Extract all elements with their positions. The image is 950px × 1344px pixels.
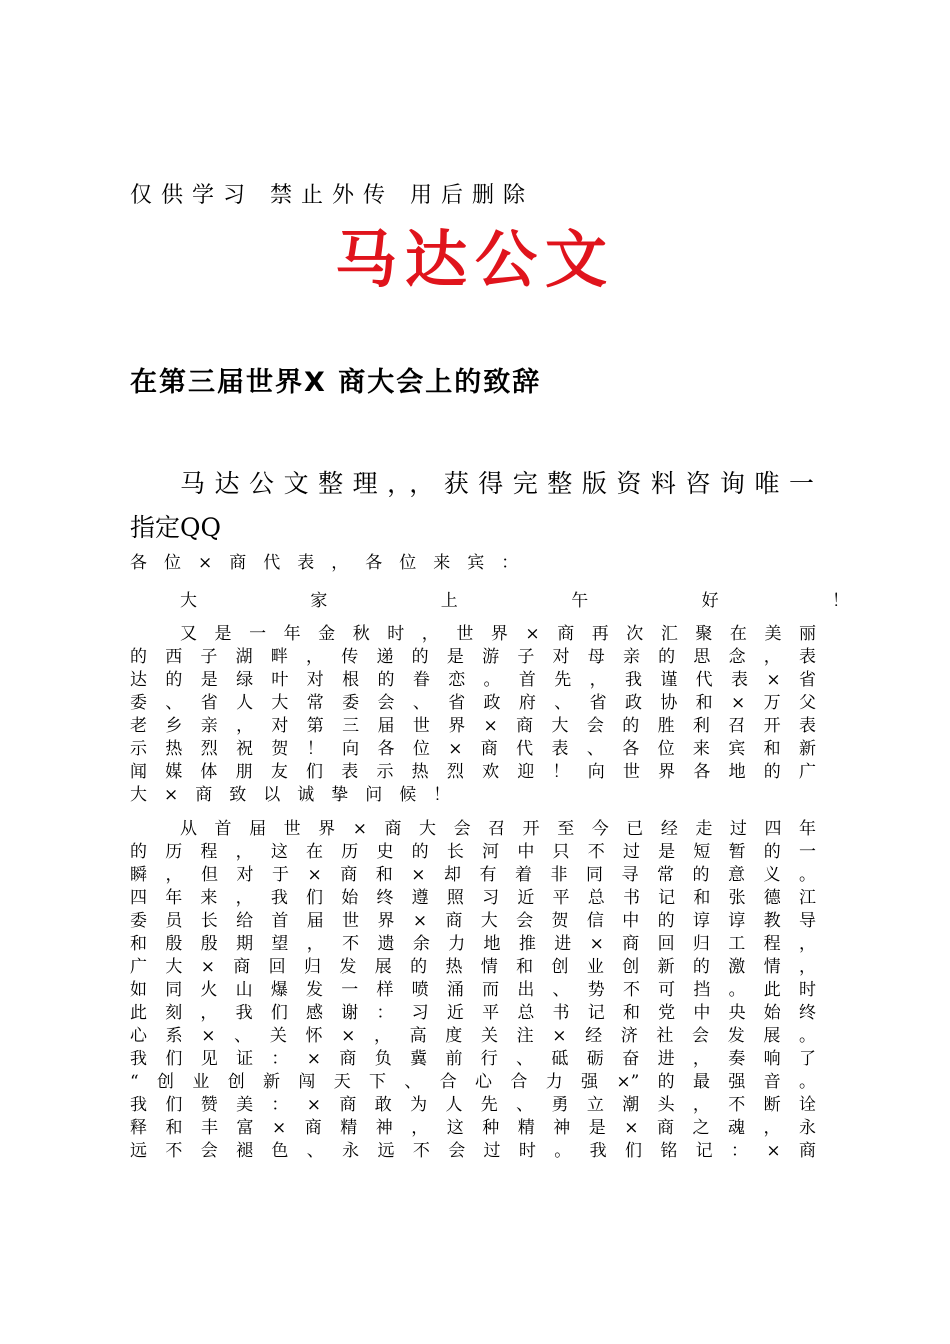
salutation: 各位×商代表，各位来宾： bbox=[130, 553, 536, 573]
paragraph-line: 委员长给首届世界×商大会贺信中的谆谆教导 bbox=[130, 911, 816, 931]
paragraph-line: 达的是绿叶对根的眷恋。首先，我谨代表×省 bbox=[130, 670, 816, 690]
paragraph-line: “创业创新闯天下、合心合力强×”的最强音。 bbox=[130, 1072, 816, 1092]
paragraph-line: 瞬，但对于×商和×却有着非同寻常的意义。 bbox=[130, 865, 816, 885]
brand-title: 马达公文 bbox=[334, 223, 615, 296]
usage-notice: 仅供学习 禁止外传 用后删除 bbox=[130, 183, 534, 208]
paragraph-line: 心系×、关怀×，高度关注×经济社会发展。 bbox=[130, 1026, 816, 1046]
paragraph-line: 此刻，我们感谢：习近平总书记和党中央始终 bbox=[130, 1003, 816, 1023]
paragraph-line: 的西子湖畔，传递的是游子对母亲的思念，表 bbox=[130, 647, 816, 667]
paragraph-line: 的历程，这在历史的长河中只不过是短暂的一 bbox=[130, 842, 816, 862]
paragraph-line: 和殷殷期望，不遗余力地推进×商回归工程， bbox=[130, 934, 816, 954]
paragraph-line: 如同火山爆发一样喷涌而出、势不可挡。此时 bbox=[130, 980, 816, 1000]
paragraph-line: 我们见证：×商负冀前行、砥砺奋进，奏响了 bbox=[130, 1049, 816, 1069]
paragraph-line: 老乡亲，对第三届世界×商大会的胜利召开表 bbox=[130, 716, 816, 736]
paragraph-line: 闻媒体朋友们表示热烈欢迎！向世界各地的广 bbox=[130, 762, 816, 782]
intro-line: 指定QQ bbox=[130, 513, 221, 542]
paragraph-line: 四年来，我们始终遵照习近平总书记和张德江 bbox=[130, 888, 816, 908]
paragraph-line: 广大×商回归发展的热情和创业创新的激情， bbox=[130, 957, 816, 977]
paragraph-line: 大×商致以诚挚问候！ bbox=[130, 785, 468, 805]
paragraph-line: 委、省人大常委会、省政府、省政协和×万父 bbox=[130, 693, 816, 713]
paragraph-line: 释和丰富×商精神，这种精神是×商之魂，永 bbox=[130, 1118, 816, 1138]
paragraph-line: 又是一年金秋时，世界×商再次汇聚在美丽 bbox=[180, 624, 816, 644]
document-title: 在第三届世界X 商大会上的致辞 bbox=[130, 367, 542, 398]
intro-line: 马达公文整理，，获得完整版资料咨询唯一 bbox=[180, 469, 820, 498]
paragraph-2 bbox=[130, 818, 816, 1163]
paragraph-line: 远不会褪色、永远不会过时。我们铭记：×商 bbox=[130, 1141, 816, 1161]
paragraph-line: 从首届世界×商大会召开至今已经走过四年 bbox=[180, 819, 816, 839]
paragraph-line: 我们赞美：×商敢为人先、勇立潮头，不断诠 bbox=[130, 1095, 816, 1115]
intro-paragraph bbox=[130, 462, 820, 550]
greeting: 大家上午好！ bbox=[180, 591, 866, 611]
paragraph-1 bbox=[130, 623, 816, 807]
paragraph-line: 示热烈祝贺！向各位×商代表、各位来宾和新 bbox=[130, 739, 816, 759]
